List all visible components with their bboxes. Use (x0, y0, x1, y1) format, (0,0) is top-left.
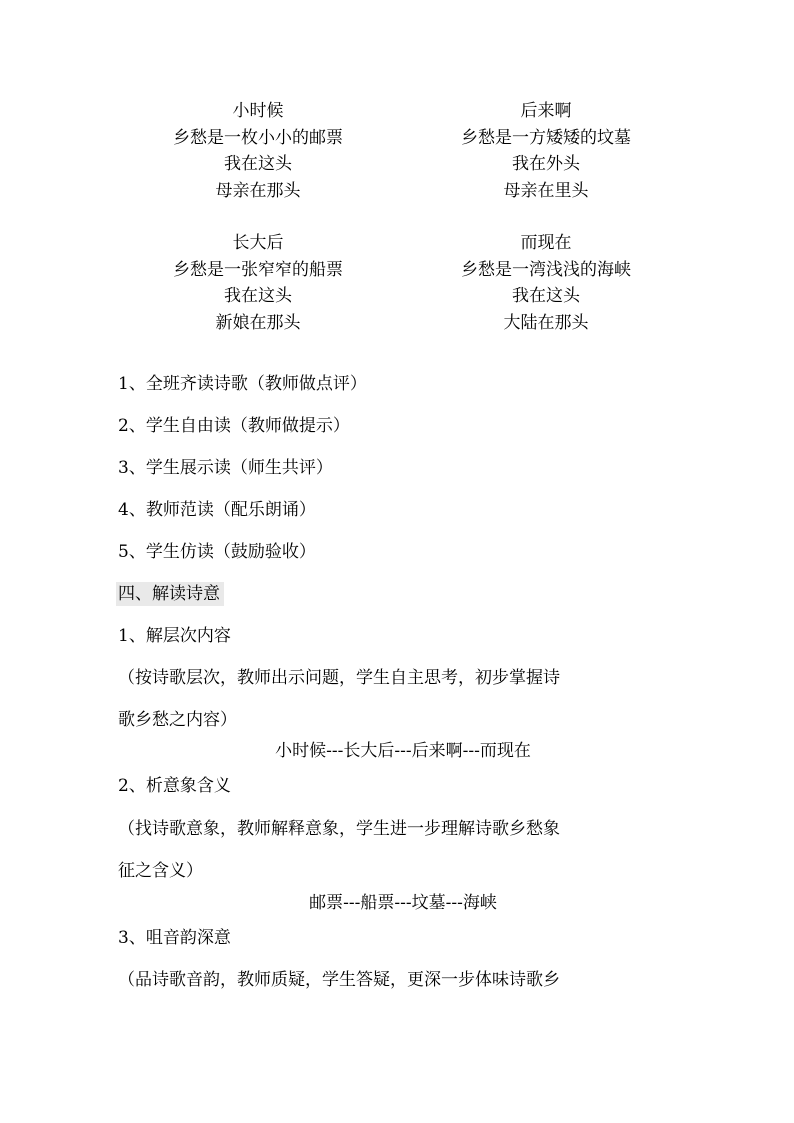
poem-line: 长大后 (232, 233, 284, 253)
poem-stanza-now (406, 230, 686, 336)
poem-line: 我在外头 (512, 154, 580, 174)
poem-line: 母亲在里头 (503, 180, 589, 201)
item-title-2: 2、析意象含义 (118, 776, 231, 796)
poem-line: 母亲在那头 (215, 180, 301, 201)
item-desc-2-line2: 征之含义） (118, 861, 203, 881)
section-heading-text: 四、解读诗意 (116, 582, 224, 606)
poem-line: 我在这头 (512, 286, 580, 306)
poem-line: 新娘在那头 (215, 312, 301, 333)
reading-step-5: 5、学生仿读（鼓励验收） (118, 542, 316, 562)
item-title-1: 1、解层次内容 (118, 626, 231, 646)
poem-line: 我在这头 (224, 286, 292, 306)
item-desc-3-line1: （品诗歌音韵，教师质疑，学生答疑，更深一步体味诗歌乡 (118, 970, 560, 990)
reading-step-4: 4、教师范读（配乐朗诵） (118, 500, 316, 520)
item-desc-1-line1: （按诗歌层次，教师出示问题，学生自主思考，初步掌握诗 (118, 668, 560, 688)
poem-line: 我在这头 (224, 154, 292, 174)
poem-stanza-childhood (118, 98, 398, 204)
reading-step-2: 2、学生自由读（教师做提示） (118, 416, 350, 436)
poem-line: 而现在 (520, 233, 572, 253)
item-summary-2: 邮票---船票---坟墓---海峡 (309, 893, 497, 913)
poem-stanza-later (406, 98, 686, 204)
poem-line: 大陆在那头 (503, 312, 589, 333)
item-summary-1: 小时候---长大后---后来啊---而现在 (275, 741, 531, 761)
section-heading (118, 582, 688, 606)
reading-step-1: 1、全班齐读诗歌（教师做点评） (118, 374, 367, 394)
item-desc-2-line1: （找诗歌意象，教师解释意象，学生进一步理解诗歌乡愁象 (118, 819, 560, 839)
poem-line: 乡愁是一枚小小的邮票 (173, 127, 343, 148)
poem-line: 后来啊 (520, 101, 572, 121)
reading-step-3: 3、学生展示读（师生共评） (118, 458, 333, 478)
poem-line: 小时候 (232, 101, 284, 121)
poem-line: 乡愁是一方矮矮的坟墓 (461, 127, 631, 148)
poem-stanza-grown-up (118, 230, 398, 336)
poem-line: 乡愁是一张窄窄的船票 (173, 259, 343, 280)
item-desc-1-line2: 歌乡愁之内容） (118, 710, 237, 730)
item-title-3: 3、咀音韵深意 (118, 928, 231, 948)
poem-line: 乡愁是一湾浅浅的海峡 (461, 259, 631, 280)
